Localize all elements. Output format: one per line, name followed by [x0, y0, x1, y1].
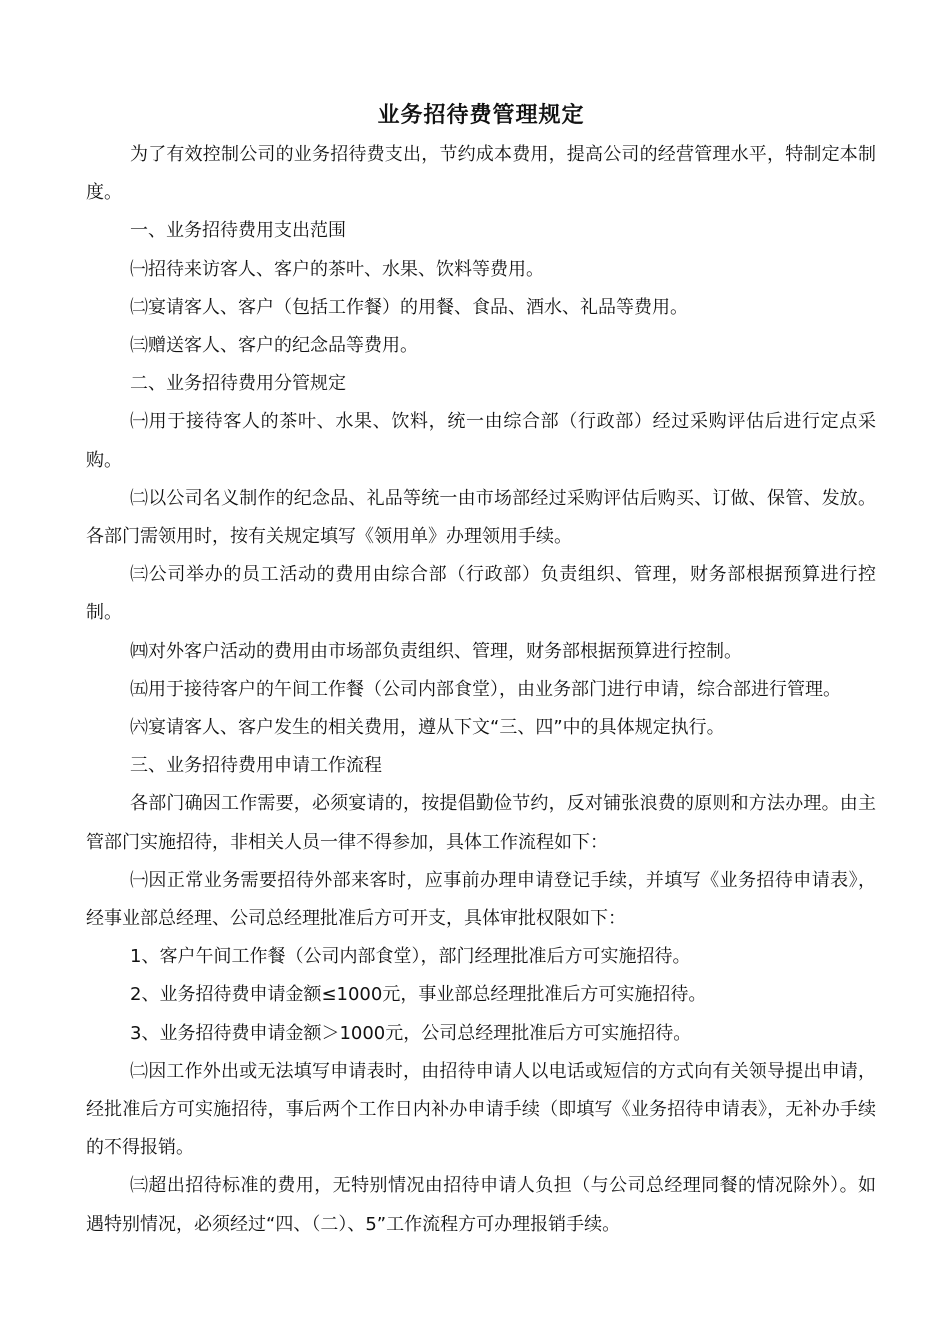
document-title: 业务招待费管理规定 [377, 103, 585, 128]
section-heading-1: 一、业务招待费用支出范围 [130, 220, 346, 242]
section-2-item-1: ㈠用于接待客人的茶叶、水果、饮料，统一由综合部（行政部）经过采购评估后进行定点采购。 [86, 411, 876, 471]
approval-rule-1: 1、客户午间工作餐（公司内部食堂），部门经理批准后方可实施招待。 [130, 946, 691, 968]
section-3-item-3: ㈢超出招待标准的费用，无特别情况由招待申请人负担（与公司总经理同餐的情况除外）。如遇特别情况，必须经过“四、（二）、5”工作流程方可办理报销手续。 [86, 1175, 876, 1235]
document-page [86, 96, 876, 1244]
section-2-item-3: ㈢公司举办的员工活动的费用由综合部（行政部）负责组织、管理，财务部根据预算进行控制。 [86, 564, 876, 624]
section-2-item-4: ㈣对外客户活动的费用由市场部负责组织、管理，财务部根据预算进行控制。 [130, 640, 742, 662]
intro-paragraph: 为了有效控制公司的业务招待费支出，节约成本费用，提高公司的经营管理水平，特制定本制度。 [86, 144, 876, 204]
section-3-item-1: ㈠因正常业务需要招待外部来客时，应事前办理申请登记手续，并填写《业务招待申请表》，经事业部总经理、公司总经理批准后方可开支，具体审批权限如下： [86, 869, 876, 930]
approval-rule-2: 2、业务招待费申请金额≤1000元，事业部总经理批准后方可实施招待。 [130, 984, 707, 1006]
section-3-item-2: ㈡因工作外出或无法填写申请表时，由招待申请人以电话或短信的方式向有关领导提出申请，经批准后方可实施招待，事后两个工作日内补办申请手续（即填写《业务招待申请表》，无补办手续的不得报销。 [86, 1060, 876, 1159]
section-2-item-6: ㈥宴请客人、客户发生的相关费用，遵从下文“三、四”中的具体规定执行。 [130, 717, 725, 739]
section-heading-3: 三、业务招待费用申请工作流程 [130, 755, 382, 777]
section-3-intro: 各部门确因工作需要，必须宴请的，按提倡勤俭节约，反对铺张浪费的原则和方法办理。由主管部门实施招待，非相关人员一律不得参加，具体工作流程如下： [86, 793, 876, 853]
section-1-item-2: ㈡宴请客人、客户（包括工作餐）的用餐、食品、酒水、礼品等费用。 [130, 296, 688, 318]
section-2-item-2: ㈡以公司名义制作的纪念品、礼品等统一由市场部经过采购评估后购买、订做、保管、发放。各部门需领用时，按有关规定填写《领用单》办理领用手续。 [86, 487, 876, 548]
section-1-item-3: ㈢赠送客人、客户的纪念品等费用。 [130, 335, 418, 357]
section-2-item-5: ㈤用于接待客户的午间工作餐（公司内部食堂），由业务部门进行申请，综合部进行管理。 [130, 678, 841, 700]
approval-rule-3: 3、业务招待费申请金额＞1000元，公司总经理批准后方可实施招待。 [130, 1022, 692, 1044]
section-1-item-1: ㈠招待来访客人、客户的茶叶、水果、饮料等费用。 [130, 258, 544, 280]
section-heading-2: 二、业务招待费用分管规定 [130, 373, 346, 395]
